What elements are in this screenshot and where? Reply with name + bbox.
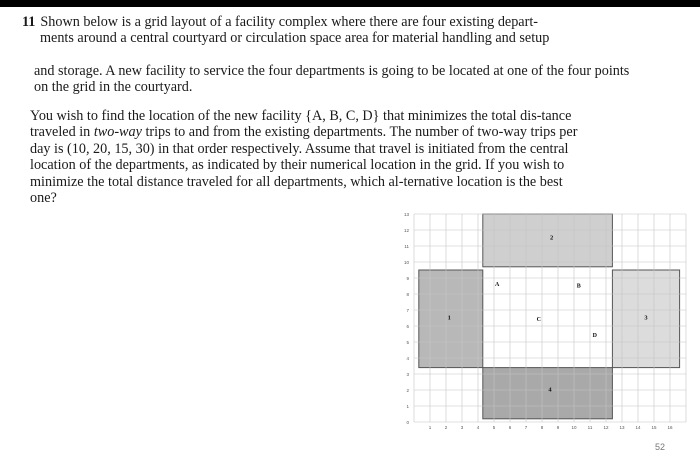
department-3-label: 3: [644, 314, 648, 322]
problem-intro: [22, 14, 642, 47]
page-number: 52: [655, 442, 666, 452]
x-tick-label: 15: [651, 425, 657, 430]
y-tick-label: 2: [406, 388, 409, 393]
problem-paragraph-2: and storage. A new facility to service the four departments is going to be located at one of the four points on the grid in the courtyard.: [34, 63, 630, 96]
point-d-label: D: [592, 333, 597, 340]
point-b-label: B: [576, 283, 581, 290]
x-tick-label: 11: [587, 425, 593, 430]
paragraph-3-start: You wish to find the location of the new facility {A, B, C, D} that minimizes the total dis-tance traveled in: [30, 108, 572, 141]
y-tick-label: 12: [403, 228, 409, 233]
x-tick-label: 14: [635, 425, 641, 430]
y-tick-label: 1: [406, 404, 409, 409]
x-tick-label: 6: [508, 425, 512, 430]
x-tick-label: 13: [619, 425, 625, 430]
point-a-label: A: [495, 282, 500, 288]
x-tick-label: 4: [476, 425, 480, 430]
y-tick-label: 3: [406, 372, 409, 377]
department-2-block: [483, 214, 613, 267]
problem-paragraph-3: [30, 108, 585, 206]
y-tick-label: 10: [403, 260, 409, 265]
y-tick-label: 13: [403, 212, 409, 217]
y-tick-label: 7: [406, 308, 409, 313]
y-tick-label: 11: [404, 244, 409, 249]
problem-line-2: ments around a central courtyard or circulation space area for material handling and setup: [40, 30, 550, 47]
y-tick-label: 4: [406, 356, 409, 361]
y-tick-label: 6: [406, 324, 409, 329]
y-tick-label: 5: [406, 340, 409, 345]
y-tick-label: 8: [406, 292, 409, 297]
y-tick-label: 9: [406, 276, 409, 281]
x-tick-label: 9: [556, 425, 560, 430]
x-tick-label: 7: [524, 425, 528, 430]
y-tick-label: 0: [406, 420, 409, 425]
paragraph-3-end: trips to and from the existing departments. The number of two-way trips per day is (10, 20, 15, 30) in that order respectively. Assume that travel is initiated from the central location of the departments, as indicated by their numerical location in the grid. If you wish to minimize the total distance traveled for all departments, which al-ternative location is the best one?: [30, 124, 578, 207]
problem-line-1: Shown below is a grid layout of a facility complex where there are four existing depart-: [40, 14, 538, 30]
department-2-label: 2: [549, 234, 554, 242]
x-tick-label: 16: [667, 425, 673, 430]
two-way-emphasis: two-way: [93, 124, 142, 141]
facility-grid-figure: [402, 210, 687, 435]
x-tick-label: 5: [492, 425, 496, 430]
point-c-label: C: [536, 317, 541, 324]
x-tick-label: 8: [540, 425, 544, 430]
top-edge-bar: [0, 0, 700, 7]
x-tick-label: 2: [444, 425, 448, 430]
department-1-label: 1: [447, 314, 451, 322]
department-4-label: 4: [548, 386, 552, 394]
x-tick-label: 1: [428, 425, 432, 430]
problem-number: 11: [22, 14, 36, 30]
x-tick-label: 10: [571, 425, 577, 430]
x-tick-label: 3: [460, 425, 464, 430]
x-tick-label: 12: [603, 425, 609, 430]
